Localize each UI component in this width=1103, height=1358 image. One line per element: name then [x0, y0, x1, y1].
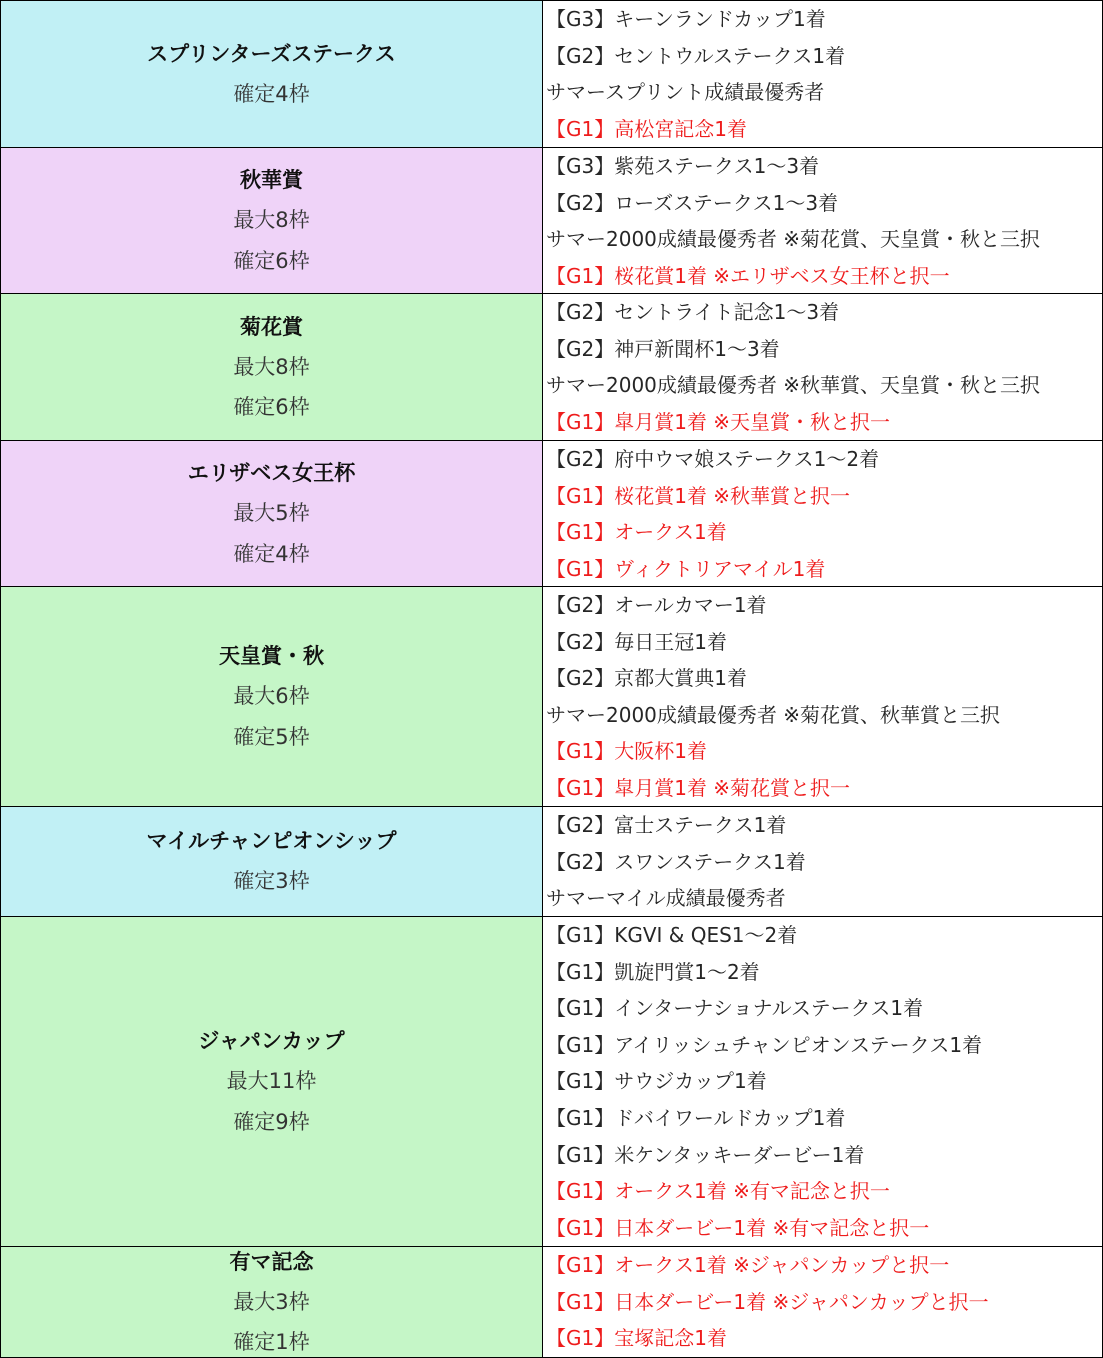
qualification-condition: 【G2】セントライト記念1～3着 [546, 300, 840, 324]
qualification-conditions-cell [543, 917, 1103, 1246]
qualification-condition: 【G2】セントウルステークス1着 [546, 43, 846, 68]
qualification-condition: サマー2000成績最優秀者 ※秋華賞、天皇賞・秋と三択 [546, 373, 1041, 398]
qualification-condition: サマー2000成績最優秀者 ※菊花賞、天皇賞・秋と三択 [546, 227, 1041, 252]
qualification-condition: 【G2】富士ステークス1着 [546, 813, 787, 837]
qualification-conditions-cell [543, 294, 1103, 440]
qualification-condition: 【G1】皐月賞1着 ※天皇賞・秋と択一 [546, 409, 891, 434]
qualification-condition: 【G1】オークス1着 [546, 520, 727, 545]
race-row [1, 587, 1103, 807]
qualification-condition: 【G1】大阪杯1着 [546, 739, 707, 764]
qualification-condition: 【G1】日本ダービー1着 ※ジャパンカップと択一 [546, 1289, 989, 1314]
qualification-conditions-cell [543, 1247, 1103, 1357]
qualification-condition: サマーマイル成績最優秀者 [546, 886, 786, 911]
race-name-cell [1, 587, 543, 806]
race-row [1, 1247, 1103, 1358]
race-name-cell [1, 917, 543, 1246]
qualification-condition: 【G2】スワンステークス1着 [546, 849, 806, 874]
race-name-cell [1, 1, 543, 147]
race-row [1, 917, 1103, 1247]
qualification-condition: 【G1】サウジカップ1着 [546, 1069, 767, 1094]
qualification-condition: 【G1】宝塚記念1着 [546, 1326, 727, 1351]
qualification-condition: 【G1】オークス1着 ※ジャパンカップと択一 [546, 1253, 950, 1277]
qualification-condition: 【G2】京都大賞典1着 [546, 666, 747, 691]
race-slot-count: 確定4枠 [233, 81, 310, 106]
qualification-condition: 【G1】米ケンタッキーダービー1着 [546, 1142, 865, 1167]
qualification-condition: 【G1】オークス1着 ※有マ記念と択一 [546, 1179, 890, 1204]
qualification-conditions-cell [543, 807, 1103, 916]
qualification-condition: 【G1】皐月賞1着 ※菊花賞と択一 [546, 775, 851, 800]
race-title: 有マ記念 [229, 1249, 314, 1274]
qualification-condition: 【G1】ヴィクトリアマイル1着 [546, 556, 826, 581]
qualification-condition: 【G1】桜花賞1着 ※エリザベス女王杯と択一 [546, 263, 950, 288]
race-title: 秋華賞 [240, 168, 303, 192]
race-slot-count: 確定1枠 [233, 1330, 310, 1354]
qualification-condition: 【G1】ドバイワールドカップ1着 [546, 1105, 846, 1130]
race-slot-count: 最大11枠 [226, 1069, 317, 1093]
qualification-condition: 【G1】アイリッシュチャンピオンステークス1着 [546, 1032, 983, 1057]
race-title: スプリンターズステークス [147, 41, 396, 66]
race-slot-count: 最大5枠 [233, 501, 310, 525]
race-slot-count: 確定6枠 [233, 395, 310, 419]
qualification-condition: 【G1】日本ダービー1着 ※有マ記念と択一 [546, 1215, 930, 1240]
qualification-conditions-cell [543, 1, 1103, 147]
qualification-condition: 【G3】キーンランドカップ1着 [546, 7, 826, 31]
qualification-condition: 【G2】神戸新聞杯1～3着 [546, 336, 780, 361]
race-name-cell [1, 441, 543, 586]
qualification-condition: 【G2】ローズステークス1～3着 [546, 190, 839, 215]
race-row [1, 1, 1103, 148]
race-row [1, 294, 1103, 441]
race-row [1, 441, 1103, 587]
qualification-condition: 【G1】凱旋門賞1～2着 [546, 959, 760, 984]
race-title: 菊花賞 [240, 314, 303, 339]
qualification-conditions-cell [543, 148, 1103, 293]
race-slot-count: 確定3枠 [233, 869, 310, 894]
qualification-condition: 【G2】府中ウマ娘ステークス1～2着 [546, 447, 880, 471]
qualification-condition: 【G1】高松宮記念1着 [546, 116, 747, 141]
race-slot-count: 確定9枠 [233, 1109, 310, 1134]
race-title: ジャパンカップ [198, 1029, 345, 1053]
race-name-cell [1, 1247, 543, 1357]
race-slot-count: 確定5枠 [233, 724, 310, 749]
race-name-cell [1, 148, 543, 293]
qualification-condition: サマースプリント成績最優秀者 [546, 80, 825, 105]
qualification-condition: 【G1】KGVI & QES1～2着 [546, 923, 798, 947]
race-title: 天皇賞・秋 [219, 644, 324, 668]
qualification-condition: 【G2】オールカマー1着 [546, 593, 767, 617]
race-row [1, 807, 1103, 917]
qualification-condition: サマー2000成績最優秀者 ※菊花賞、秋華賞と三択 [546, 702, 1001, 727]
qualification-condition: 【G3】紫苑ステークス1～3着 [546, 154, 820, 178]
race-slot-count: 最大8枠 [233, 354, 310, 379]
qualification-conditions-cell [543, 441, 1103, 586]
race-row [1, 148, 1103, 294]
race-slot-count: 最大8枠 [233, 208, 310, 232]
race-name-cell [1, 807, 543, 916]
race-slot-count: 最大3枠 [233, 1289, 310, 1314]
race-slot-count: 確定4枠 [233, 541, 310, 566]
race-slot-count: 最大6枠 [233, 684, 310, 708]
race-title: マイルチャンピオンシップ [146, 829, 397, 854]
qualification-condition: 【G2】毎日王冠1着 [546, 629, 727, 654]
qualification-conditions-cell [543, 587, 1103, 806]
race-name-cell [1, 294, 543, 440]
race-title: エリザベス女王杯 [187, 461, 356, 485]
qualification-condition: 【G1】桜花賞1着 ※秋華賞と択一 [546, 483, 851, 508]
qualification-condition: 【G1】インターナショナルステークス1着 [546, 996, 924, 1021]
race-slot-count: 確定6枠 [233, 248, 310, 273]
